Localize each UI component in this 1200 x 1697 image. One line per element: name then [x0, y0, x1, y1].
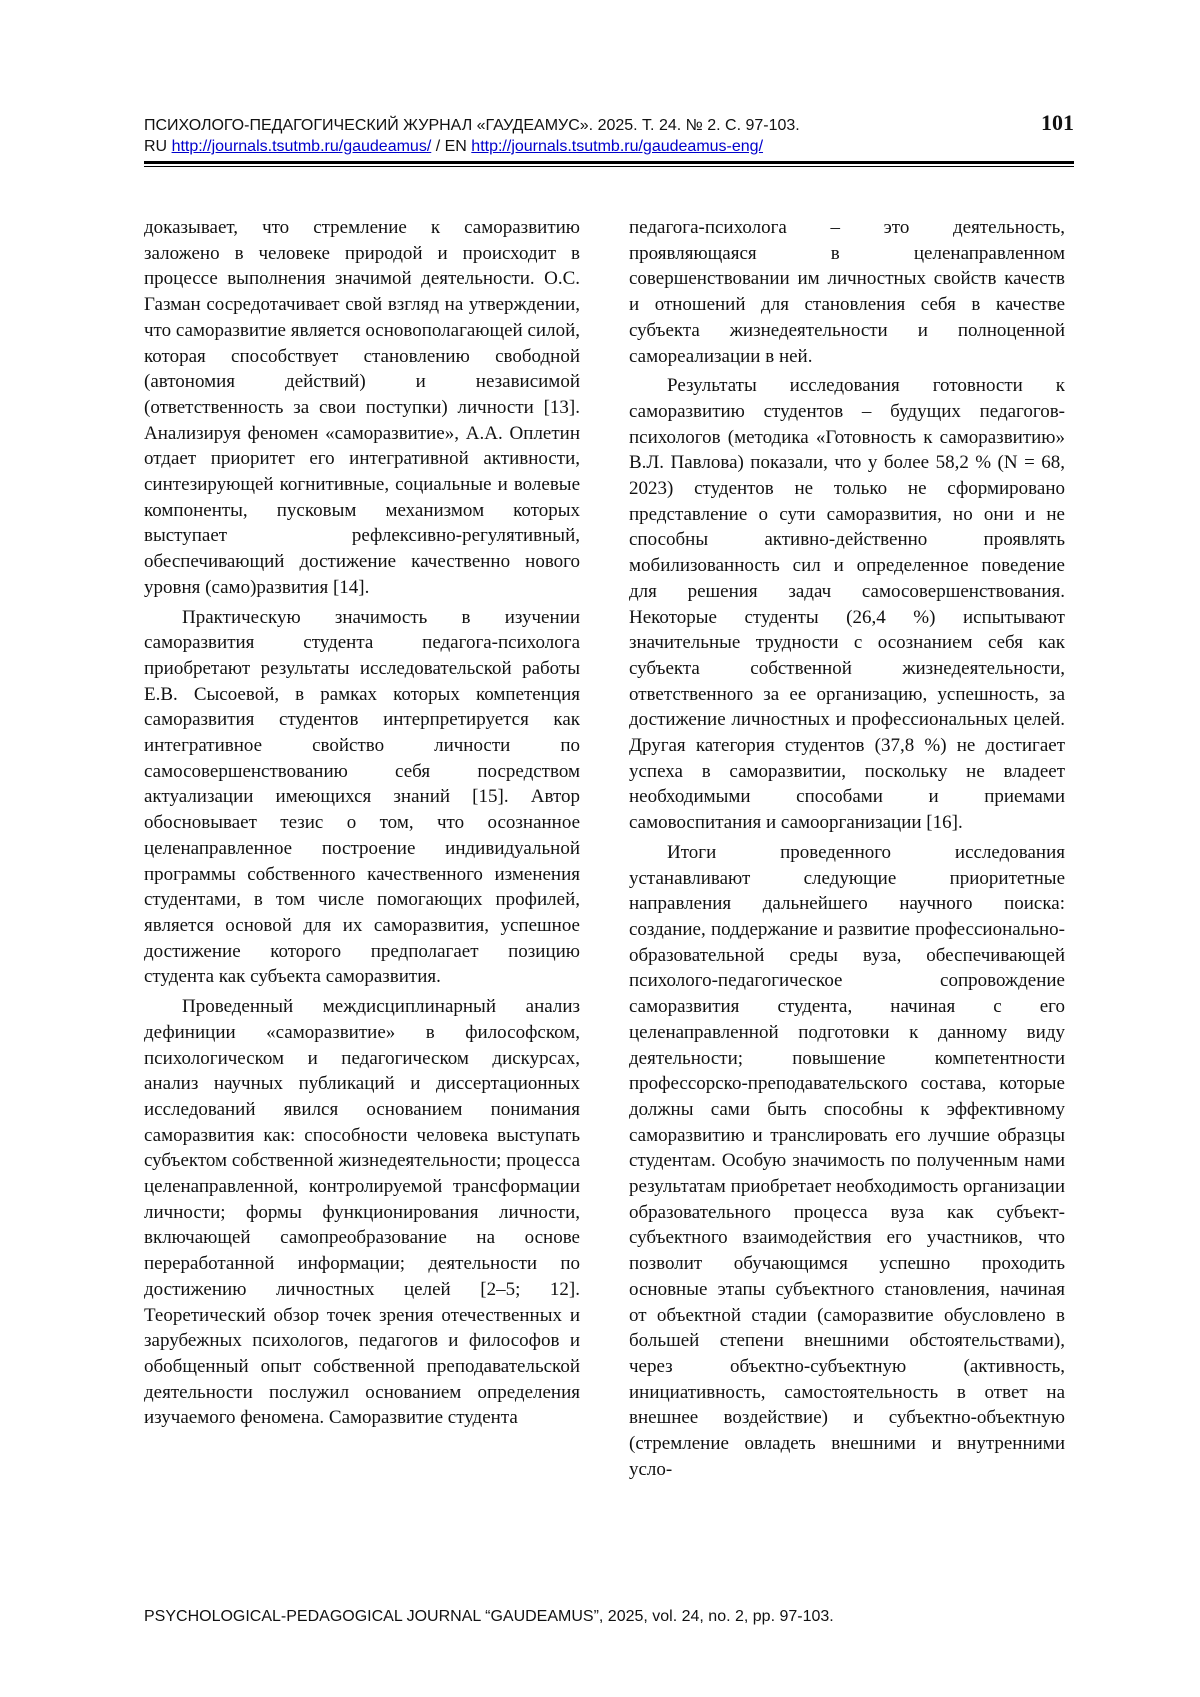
ru-journal-link[interactable]: http://journals.tsutmb.ru/gaudeamus/: [171, 138, 432, 155]
header-rule-thin: [144, 166, 1074, 167]
running-header: [144, 115, 1074, 157]
left-paragraph-3: Проведенный междисциплинарный анализ дефиниции «саморазвитие» в философском, психологическом и педагогическом дискурсах, анализ научных публикаций и диссертационных исследований явился основанием понимания саморазвития как: способности человека выступать субъектом собственной жизнедеятельности; процесса целенаправленной, контролируемой трансформации личности; формы функционирования личности, включающей самопреобразование на основе переработанной информации; деятельности по достижению личностных целей [2–5; 12]. Теоретический обзор точек зрения отечественных и зарубежных психологов, педагогов и философов и обобщенный опыт собственной преподавательской деятельности послужил основанием определения изучаемого феномена. Саморазвитие студента: [144, 996, 580, 1429]
right-paragraph-2: Результаты исследования готовности к саморазвитию студентов – будущих педагогов-психологов (методика «Готовность к саморазвитию» В.Л. Павлова) показали, что у более 58,2 % (N = 68, 2023) студентов не только не сформировано представление о сути саморазвития, но они и не способны активно-действенно проявлять мобилизованность сил и определенное поведение для решения задач самосовершенствования. Некоторые студенты (26,4 %) испытывают значительные трудности с осознанием себя как субъекта собственной жизнедеятельности, ответственного за ее организацию, успешность, за достижение личностных и профессиональных целей. Другая категория студентов (37,8 %) не достигает успеха в саморазвитии, поскольку не владеет необходимыми способами и приемами самовоспитания и самоорганизации [16].: [629, 375, 1065, 834]
left-paragraph-2: Практическую значимость в изучении саморазвития студента педагога-психолога приобретают результаты исследовательской работы Е.В. Сысоевой, в рамках которых компетенция саморазвития студентов интерпретируется как интегративное свойство личности по самосовершенствованию себя посредством актуализации имеющихся знаний [15]. Автор обосновывает тезис о том, что осознанное целенаправленное построение индивидуальной программы собственного качественного изменения студентами, в том числе помогающих профилей, является основой для их саморазвития, успешное достижение которого предполагает позицию студента как субъекта саморазвития.: [144, 606, 580, 988]
right-paragraph-3: Итоги проведенного исследования устанавливают следующие приоритетные направления дальнейшего научного поиска: создание, поддержание и развитие профессионально-образовательной среды вуза, обеспечивающей психолого-педагогическое сопровождение саморазвития студента, начиная с его целенаправленной подготовки к данному виду деятельности; повышение компетентности профессорско-преподавательского состава, которые должны сами быть способны к эффективному саморазвитию и транслировать его лучшие образцы студентам. Особую значимость по полученным нами результатам приобретает необходимость организации образовательного процесса вуза как субъект-субъектного взаимодействия его участников, что позволит обучающимся успешно проходить основные этапы субъектного становления, начиная от объектной стадии (саморазвитие обусловлено в большей степени внешними обстоятельствами), через объектно-субъектную (активность, инициативность, самостоятельность в ответ на внешнее воздействие) и субъектно-объектную (стремление овладеть внешними и внутренними усло-: [629, 841, 1065, 1480]
en-separator: / EN: [435, 138, 467, 155]
journal-title-line: ПСИХОЛОГО-ПЕДАГОГИЧЕСКИЙ ЖУРНАЛ «ГАУДЕАМУС». 2025. Т. 24. № 2. С. 97-103.: [144, 117, 800, 134]
left-column: [144, 215, 580, 1431]
running-footer: PSYCHOLOGICAL-PEDAGOGICAL JOURNAL “GAUDEAMUS”, 2025, vol. 24, no. 2, pp. 97-103.: [144, 1608, 834, 1625]
ru-label: RU: [144, 138, 168, 155]
right-column: [629, 215, 1065, 1482]
en-journal-link[interactable]: http://journals.tsutmb.ru/gaudeamus-eng/: [471, 138, 764, 155]
left-paragraph-1: доказывает, что стремление к саморазвитию заложено в человеке природой и происходит в процессе выполнения значимой деятельности. О.С. Газман сосредотачивает свой взгляд на утверждении, что саморазвитие является основополагающей силой, которая способствует становлению свободной (автономия действий) и независимой (ответственность за свои поступки) личности [13]. Анализируя феномен «саморазвитие», А.А. Оплетин отдает приоритет его интегративной активности, синтезирующей когнитивные, социальные и волевые компоненты, пусковым механизмом которых выступает рефлексивно-регулятивный, обеспечивающий достижение качественно нового уровня (само)развития [14].: [144, 217, 580, 598]
header-rule-thick: [144, 161, 1074, 164]
page-number: 101: [1041, 110, 1074, 135]
journal-url-line: [144, 136, 1074, 157]
right-paragraph-1: педагога-психолога – это деятельность, проявляющаяся в целенаправленном совершенствовании им личностных свойств качеств и отношений для становления себя в качестве субъекта жизнедеятельности и полноценной самореализации в ней.: [629, 217, 1065, 367]
